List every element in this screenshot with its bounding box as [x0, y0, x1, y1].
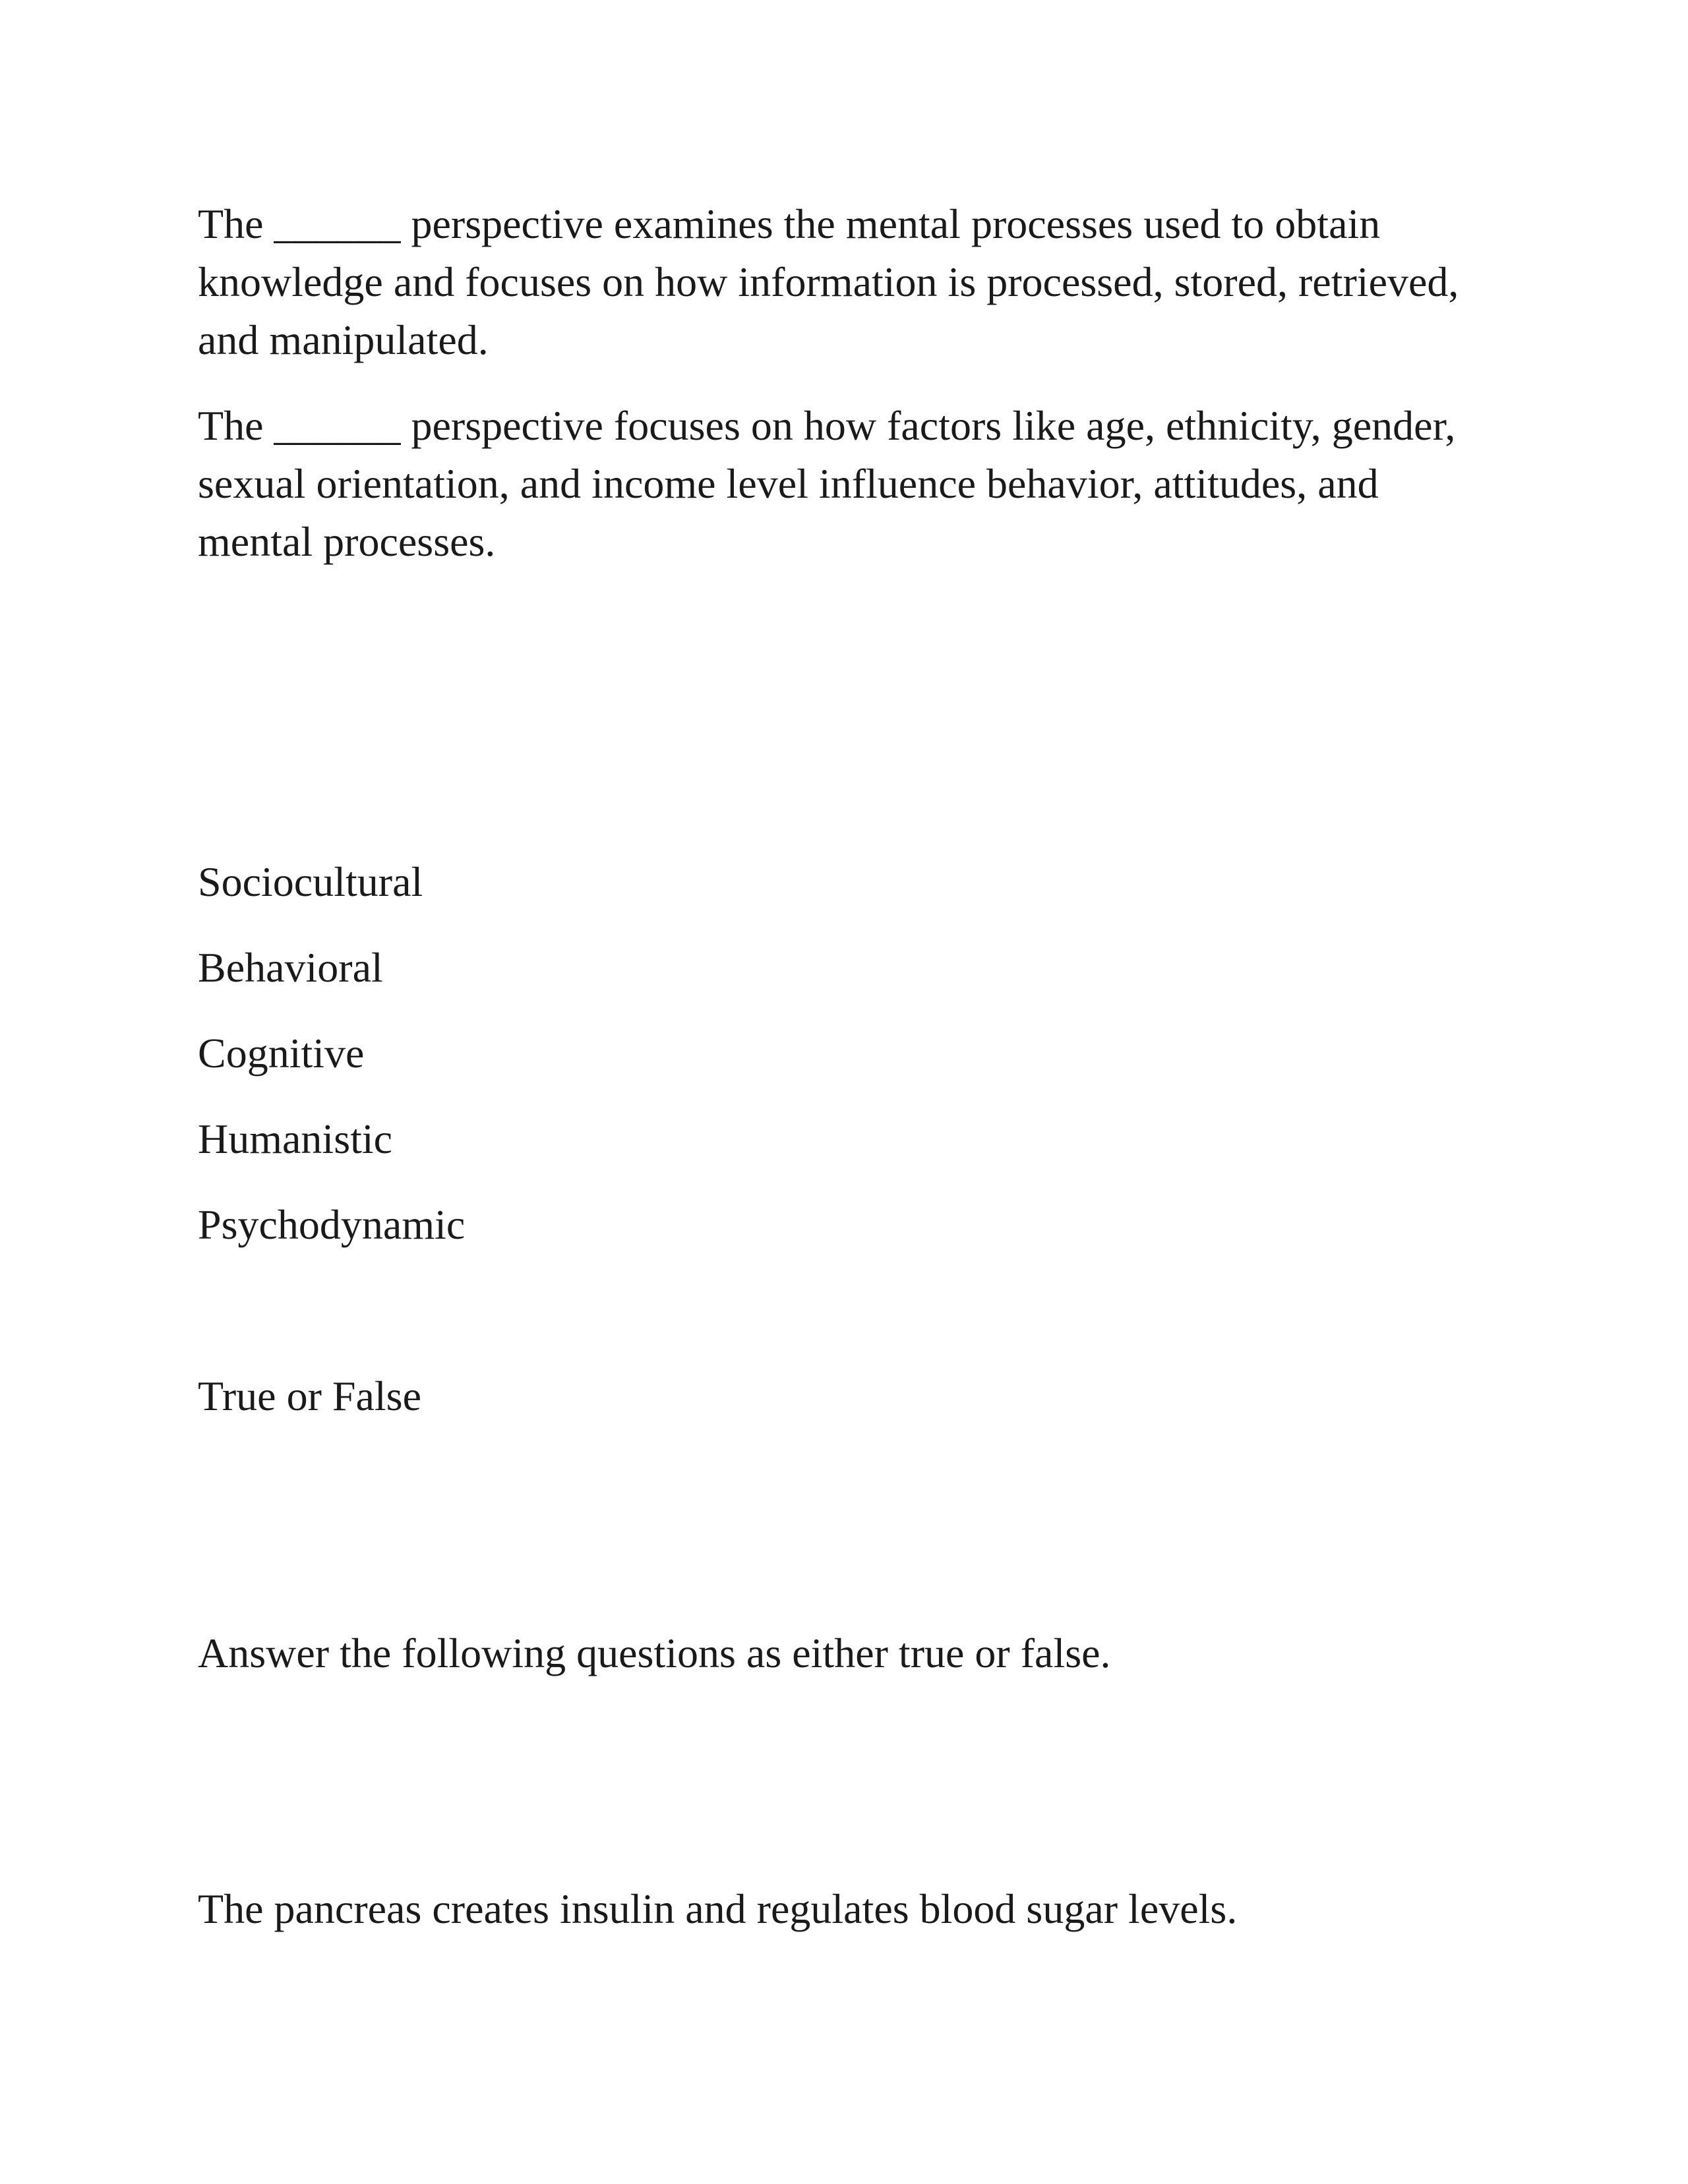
answer-option: Psychodynamic — [198, 1201, 466, 1248]
fill-blank-question-2: The ______ perspective focuses on how factors like age, ethnicity, gender, sexual orientation, and income level influence behavior, attitudes, and mental processes. — [198, 402, 1466, 565]
true-false-question-1: The pancreas creates insulin and regulates blood sugar levels. — [198, 1885, 1238, 1932]
section-instructions: Answer the following questions as either true or false. — [198, 1630, 1111, 1676]
answer-option: Sociocultural — [198, 858, 423, 905]
answer-option: Humanistic — [198, 1115, 393, 1162]
fill-blank-question-1: The ______ perspective examines the mental processes used to obtain knowledge and focuses on how information is processed, stored, retrieved, and manipulated. — [198, 200, 1470, 363]
answer-option: Behavioral — [198, 944, 383, 991]
answer-option: Cognitive — [198, 1030, 365, 1077]
section-heading: True or False — [198, 1372, 421, 1419]
